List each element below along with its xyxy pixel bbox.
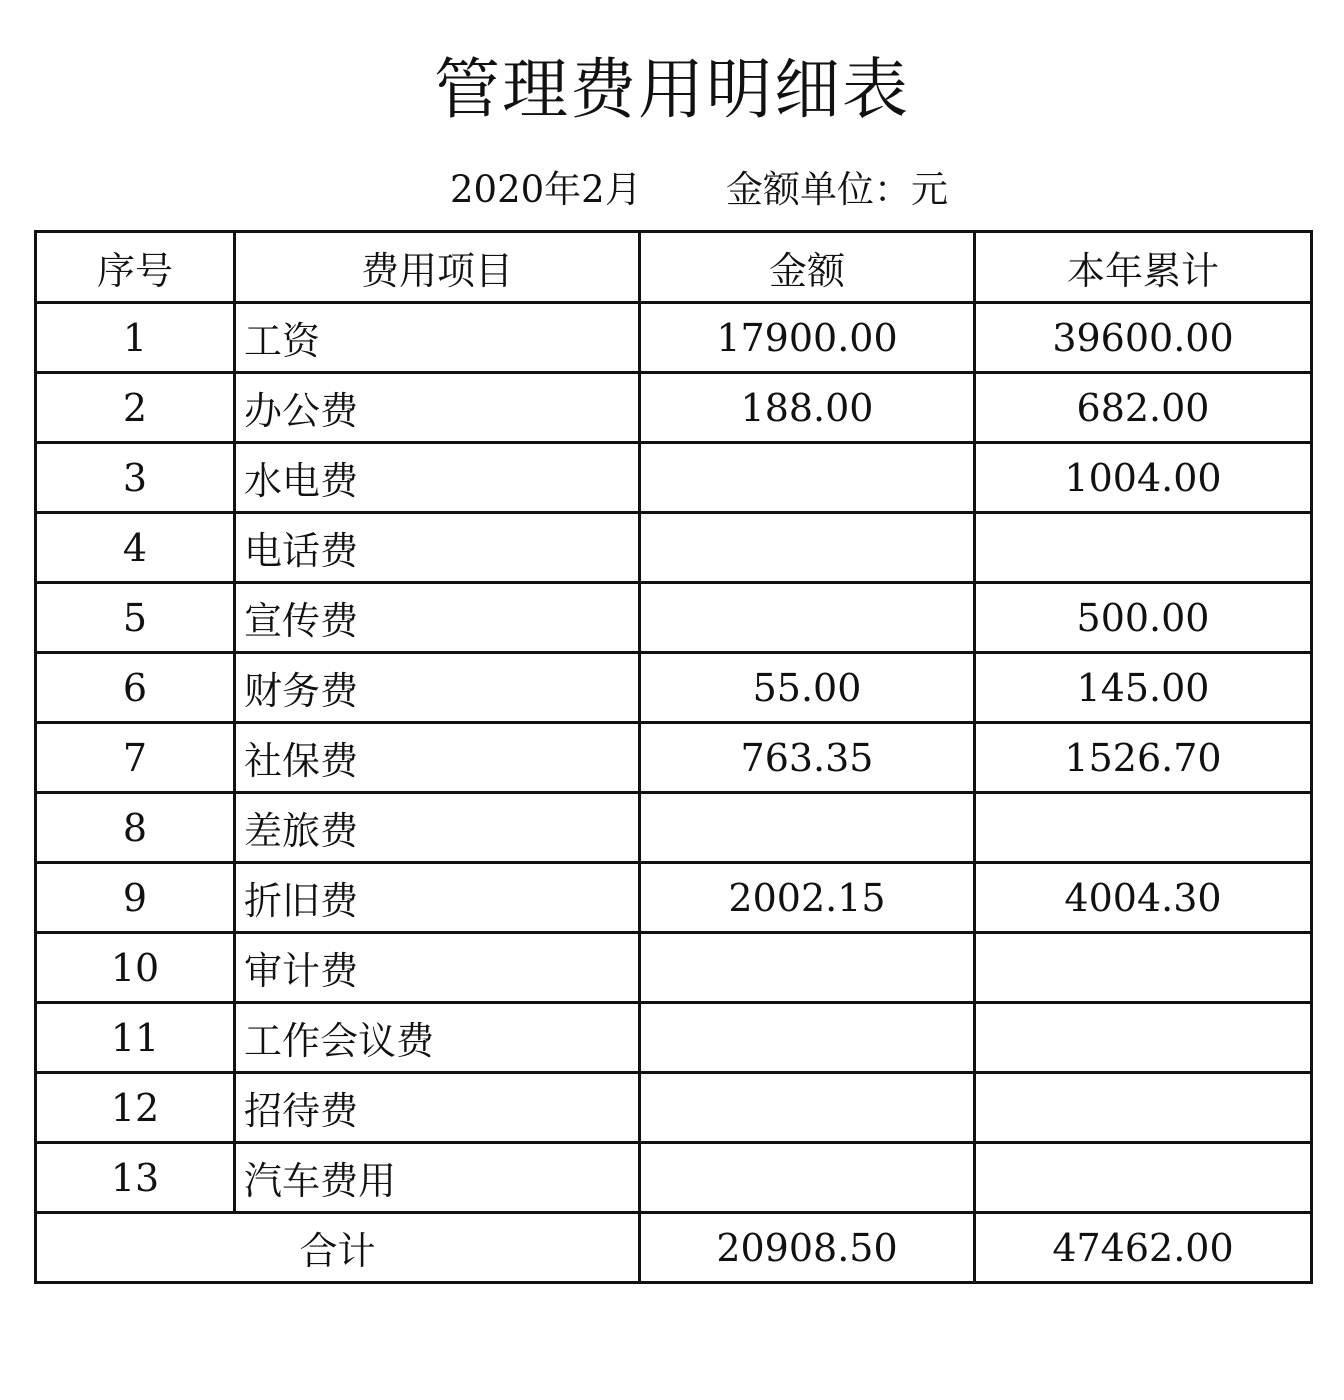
header-amount: 金额 bbox=[640, 232, 975, 303]
row-ytd: 39600.00 bbox=[975, 303, 1312, 373]
row-amount: 17900.00 bbox=[640, 303, 975, 373]
table-row bbox=[36, 513, 1312, 583]
row-amount: 188.00 bbox=[640, 373, 975, 443]
row-amount: 2002.15 bbox=[640, 863, 975, 933]
table-row bbox=[36, 933, 1312, 1003]
row-ytd: 682.00 bbox=[975, 373, 1312, 443]
row-item: 财务费 bbox=[235, 653, 640, 723]
row-amount bbox=[640, 1073, 975, 1143]
header-ytd: 本年累计 bbox=[975, 232, 1312, 303]
table-row bbox=[36, 723, 1312, 793]
row-item: 宣传费 bbox=[235, 583, 640, 653]
row-no: 13 bbox=[36, 1143, 235, 1213]
expense-table bbox=[34, 230, 1313, 1284]
row-no: 1 bbox=[36, 303, 235, 373]
row-ytd bbox=[975, 933, 1312, 1003]
row-no: 11 bbox=[36, 1003, 235, 1073]
row-item: 社保费 bbox=[235, 723, 640, 793]
row-item: 招待费 bbox=[235, 1073, 640, 1143]
row-no: 6 bbox=[36, 653, 235, 723]
table-row bbox=[36, 1073, 1312, 1143]
row-ytd: 4004.30 bbox=[975, 863, 1312, 933]
row-no: 3 bbox=[36, 443, 235, 513]
table-row bbox=[36, 583, 1312, 653]
table-row bbox=[36, 1143, 1312, 1213]
header-item: 费用项目 bbox=[235, 232, 640, 303]
row-ytd bbox=[975, 1143, 1312, 1213]
row-amount bbox=[640, 443, 975, 513]
row-item: 办公费 bbox=[235, 373, 640, 443]
total-amount: 20908.50 bbox=[640, 1213, 975, 1283]
row-ytd bbox=[975, 793, 1312, 863]
row-amount bbox=[640, 933, 975, 1003]
row-item: 工资 bbox=[235, 303, 640, 373]
table-row bbox=[36, 793, 1312, 863]
row-amount: 763.35 bbox=[640, 723, 975, 793]
row-amount bbox=[640, 583, 975, 653]
row-item: 汽车费用 bbox=[235, 1143, 640, 1213]
table-row bbox=[36, 653, 1312, 723]
table-row bbox=[36, 443, 1312, 513]
total-ytd: 47462.00 bbox=[975, 1213, 1312, 1283]
table-row bbox=[36, 303, 1312, 373]
header-no: 序号 bbox=[36, 232, 235, 303]
row-item: 工作会议费 bbox=[235, 1003, 640, 1073]
row-amount bbox=[640, 793, 975, 863]
row-no: 4 bbox=[36, 513, 235, 583]
row-no: 12 bbox=[36, 1073, 235, 1143]
row-no: 8 bbox=[36, 793, 235, 863]
row-no: 9 bbox=[36, 863, 235, 933]
row-ytd: 145.00 bbox=[975, 653, 1312, 723]
subtitle bbox=[450, 168, 948, 212]
row-ytd: 1526.70 bbox=[975, 723, 1312, 793]
row-no: 5 bbox=[36, 583, 235, 653]
row-ytd: 500.00 bbox=[975, 583, 1312, 653]
total-row bbox=[36, 1213, 1312, 1283]
row-ytd bbox=[975, 1073, 1312, 1143]
row-amount bbox=[640, 1143, 975, 1213]
row-item: 折旧费 bbox=[235, 863, 640, 933]
table-row bbox=[36, 863, 1312, 933]
row-item: 审计费 bbox=[235, 933, 640, 1003]
row-item: 差旅费 bbox=[235, 793, 640, 863]
page-title: 管理费用明细表 bbox=[434, 51, 910, 128]
total-label: 合计 bbox=[36, 1213, 640, 1283]
table-row bbox=[36, 373, 1312, 443]
row-amount: 55.00 bbox=[640, 653, 975, 723]
row-ytd bbox=[975, 513, 1312, 583]
row-ytd bbox=[975, 1003, 1312, 1073]
row-no: 10 bbox=[36, 933, 235, 1003]
row-item: 水电费 bbox=[235, 443, 640, 513]
row-amount bbox=[640, 513, 975, 583]
row-no: 2 bbox=[36, 373, 235, 443]
row-ytd: 1004.00 bbox=[975, 443, 1312, 513]
amount-unit: 金额单位：元 bbox=[726, 168, 948, 211]
row-no: 7 bbox=[36, 723, 235, 793]
report-period: 2020年2月 bbox=[450, 168, 642, 211]
table-row bbox=[36, 1003, 1312, 1073]
row-amount bbox=[640, 1003, 975, 1073]
header-row bbox=[36, 232, 1312, 303]
row-item: 电话费 bbox=[235, 513, 640, 583]
